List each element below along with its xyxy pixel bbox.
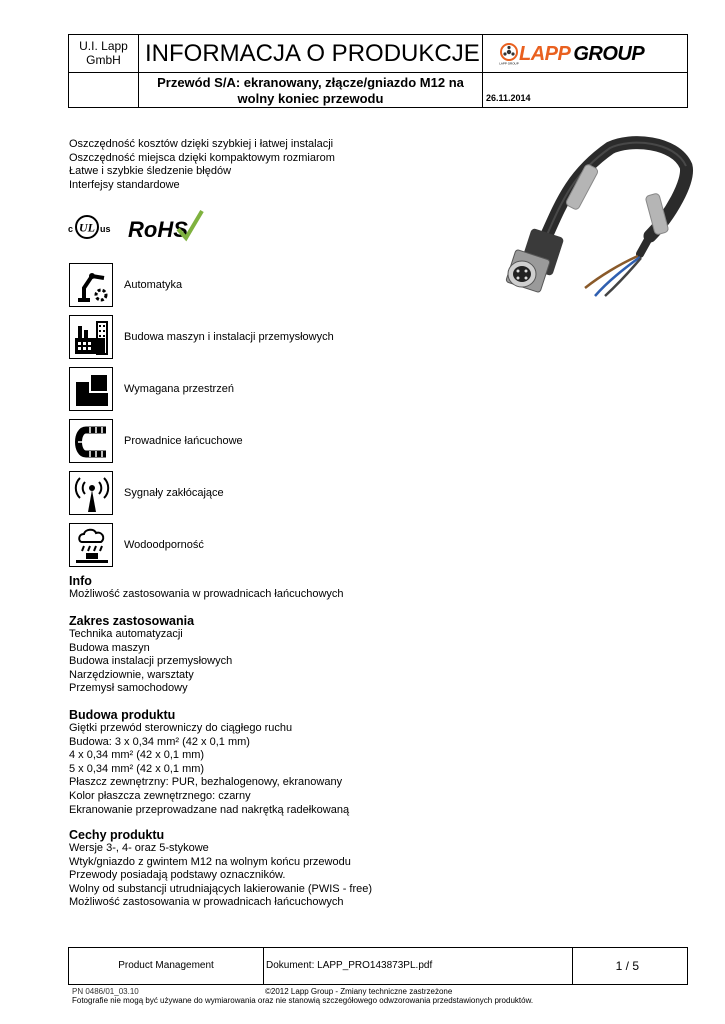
feature-item: Interfejsy standardowe — [69, 178, 180, 191]
photo-disclaimer: Fotografie nie mogą być używane do wymiarowania oraz nie stanowią szczegółowego odwzorowania przedstawionych produktów. — [72, 996, 534, 1005]
svg-text:RoHS: RoHS — [128, 217, 188, 242]
section-line: Budowa: 3 x 0,34 mm² (42 x 0,1 mm) — [69, 735, 250, 748]
robot-arm-icon — [69, 263, 113, 307]
application-item — [69, 470, 469, 516]
product-subtitle — [139, 73, 483, 107]
lapp-logo-emblem-icon — [499, 43, 519, 65]
certification-logos — [68, 205, 208, 250]
application-label: Wymagana przestrzeń — [124, 383, 234, 395]
space-required-icon — [69, 367, 113, 411]
company-line-1: U.I. Lapp — [79, 39, 128, 53]
water-resistance-icon — [69, 523, 113, 567]
application-label: Sygnały zakłócające — [124, 487, 224, 499]
company-line-2: GmbH — [86, 53, 121, 67]
section-title: Info — [69, 574, 92, 588]
section-line: Kolor płaszcza zewnętrznego: czarny — [69, 789, 251, 802]
copyright-notice: ©2012 Lapp Group - Zmiany techniczne zastrzeżone — [265, 987, 453, 996]
svg-text:us: us — [100, 224, 111, 234]
application-item — [69, 366, 469, 412]
subtitle-line-2: wolny koniec przewodu — [237, 91, 384, 106]
page-number: 1 / 5 — [615, 959, 639, 973]
svg-text:LAPP GROUP: LAPP GROUP — [499, 61, 519, 65]
section-line: Możliwość zastosowania w prowadnicach łańcuchowych — [69, 896, 344, 909]
feature-list — [69, 138, 335, 192]
section-line: Narzędziownie, warsztaty — [69, 668, 194, 681]
application-item — [69, 418, 469, 464]
footer-management: Product Management — [69, 948, 264, 984]
application-item — [69, 314, 469, 360]
header-blank-cell — [69, 73, 139, 107]
rohs-icon — [128, 211, 202, 242]
section-line: Budowa instalacji przemysłowych — [69, 655, 233, 668]
section-line: 5 x 0,34 mm² (42 x 0,1 mm) — [69, 762, 205, 775]
section-line: Technika automatyzacji — [69, 628, 183, 640]
feature-item: Łatwe i szybkie śledzenie błędów — [69, 165, 232, 177]
section-line: Giętki przewód sterowniczy do ciągłego ruchu — [69, 722, 293, 734]
footer-table — [68, 947, 688, 985]
section-line: Przewody posiadają podstawy oznaczników. — [69, 869, 286, 882]
section-line: Wolny od substancji utrudniających lakierowanie (PWIS - free) — [69, 882, 373, 895]
section-application-range — [69, 614, 232, 696]
section-info — [69, 574, 344, 602]
lapp-group-logo — [483, 35, 687, 73]
application-label: Automatyka — [124, 279, 183, 291]
ul-certification-icon — [68, 216, 111, 238]
form-code: PN 0486/01_03.10 — [72, 987, 139, 996]
application-label: Wodoodporność — [124, 539, 204, 551]
product-photo-cable-m12 — [500, 136, 700, 301]
section-line: Wtyk/gniazdo z gwintem M12 na wolnym końcu przewodu — [69, 855, 351, 868]
section-line: Ekranowanie przeprowadzane nad nakrętką radełkowaną — [69, 803, 350, 816]
section-product-construction — [69, 708, 349, 817]
feature-item: Oszczędność miejsca dzięki kompaktowym rozmiarom — [69, 151, 335, 164]
drag-chain-icon — [69, 419, 113, 463]
header-table — [68, 34, 688, 108]
interference-antenna-icon — [69, 471, 113, 515]
document-date: 26.11.2014 — [486, 93, 531, 103]
section-title: Cechy produktu — [69, 828, 165, 842]
footer-document-name: Dokument: LAPP_PRO143873PL.pdf — [263, 948, 573, 984]
section-title: Zakres zastosowania — [69, 614, 195, 628]
section-line: Wersje 3-, 4- oraz 5-stykowe — [69, 842, 209, 854]
factory-icon — [69, 315, 113, 359]
section-line: Płaszcz zewnętrzny: PUR, bezhalogenowy, ekranowany — [69, 776, 343, 789]
application-label: Budowa maszyn i instalacji przemysłowych — [124, 331, 334, 343]
svg-text:c: c — [68, 224, 74, 234]
document-title: INFORMACJA O PRODUKCJE — [139, 35, 483, 73]
logo-text-group: GROUP — [573, 42, 645, 65]
application-label: Prowadnice łańcuchowe — [124, 435, 243, 447]
section-line: Budowa maszyn — [69, 641, 150, 654]
application-item — [69, 262, 469, 308]
section-line: Możliwość zastosowania w prowadnicach łańcuchowych — [69, 588, 344, 600]
svg-text:UL: UL — [79, 220, 95, 235]
subtitle-line-1: Przewód S/A: ekranowany, złącze/gniazdo M12 na — [157, 75, 464, 90]
feature-item: Oszczędność kosztów dzięki szybkiej i łatwej instalacji — [69, 138, 334, 150]
company-name — [69, 35, 139, 73]
section-line: Przemysł samochodowy — [69, 682, 188, 695]
section-title: Budowa produktu — [69, 708, 176, 722]
logo-text-lapp: LAPP — [519, 42, 571, 65]
section-product-features — [69, 828, 372, 910]
application-item — [69, 522, 469, 568]
section-line: 4 x 0,34 mm² (42 x 0,1 mm) — [69, 749, 205, 762]
